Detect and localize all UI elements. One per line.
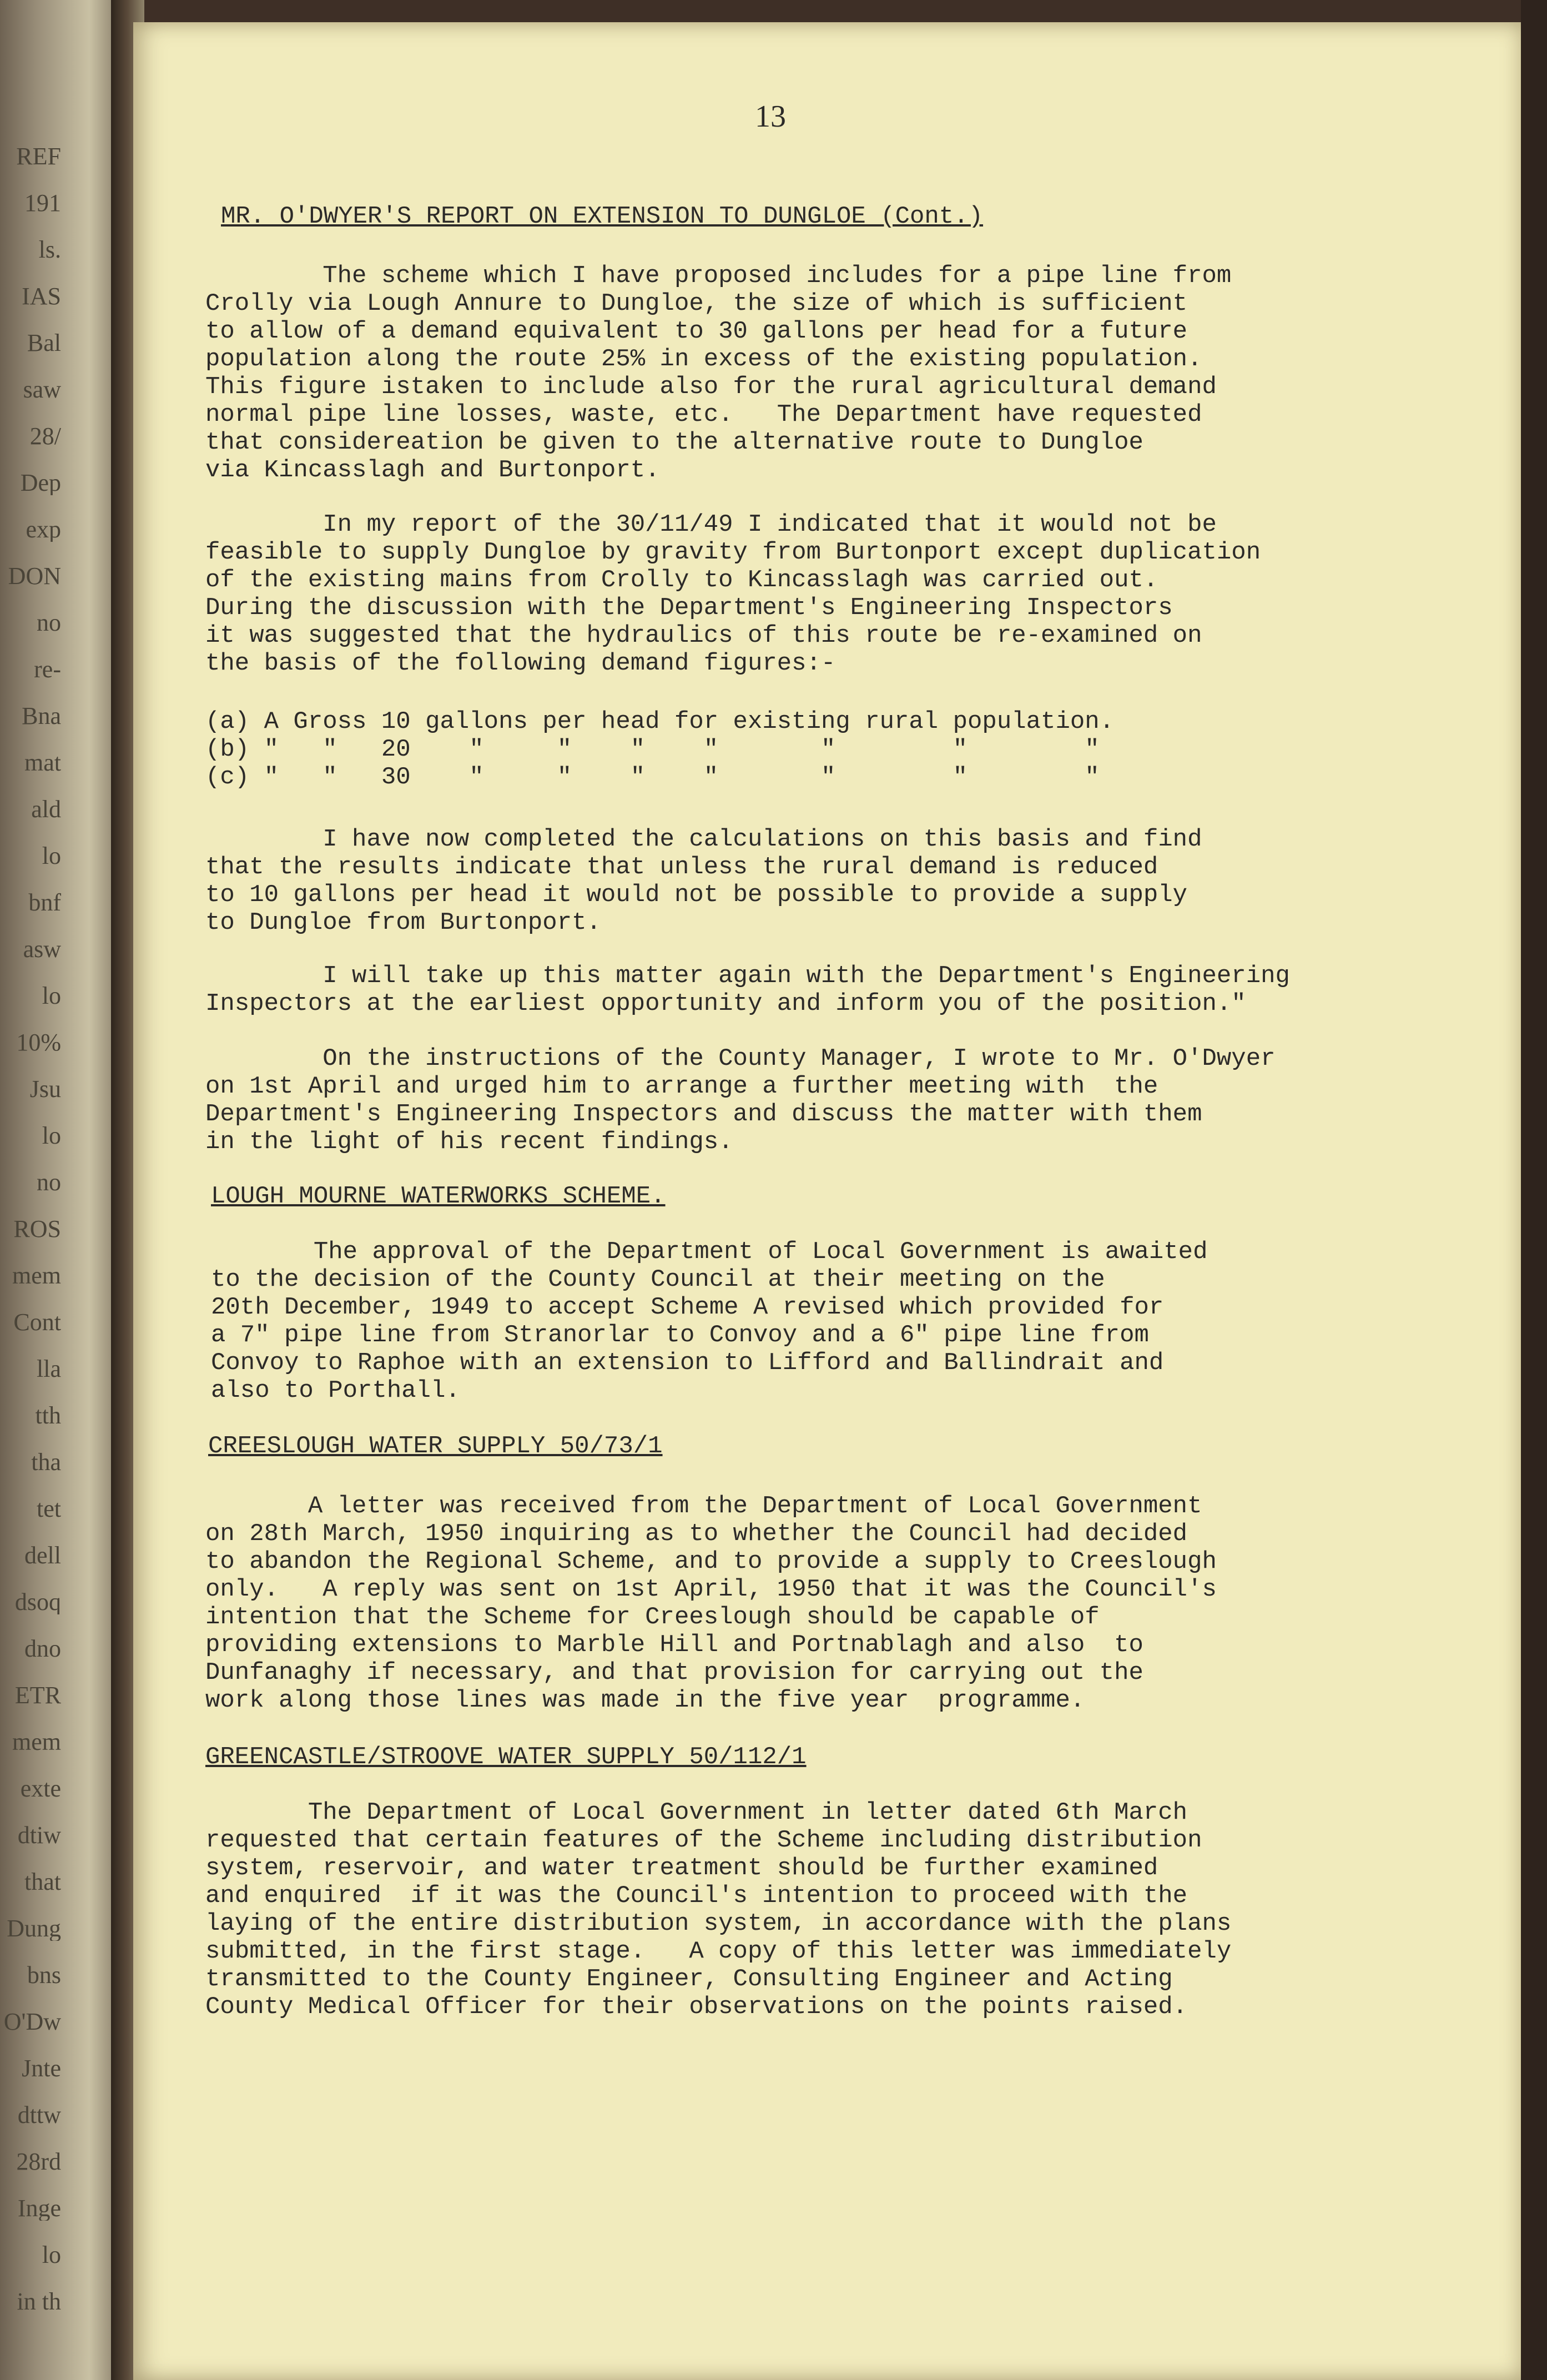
paragraph-scheme-proposal: The scheme which I have proposed includes for a pipe line from Crolly via Lough Annure to Dungloe, the size of which is sufficient to allow of a demand equivalent to 30 gallons per head for a future population along the route 25% in excess of the existing population. This figure istaken to include also for the rural agricultural demand normal pipe line losses, waste, etc. The Department have requested that considereation be given to the alternative route to Dungloe via Kincasslagh and Burtonport. [205,262,1232,484]
facing-page-fragment: Jsu [29,1077,61,1101]
scan-right-edge [1521,0,1547,2380]
facing-page-fragment: O'Dw [3,2010,61,2034]
section-heading-lough-mourne: LOUGH MOURNE WATERWORKS SCHEME. [211,1183,666,1210]
facing-page-fragment: bnf [28,890,61,915]
document-page [133,22,1521,2380]
facing-page-fragment: dttw [17,2103,61,2127]
facing-page-fragment: no [37,1170,61,1195]
paragraph-take-up-matter: I will take up this matter again with the Department's Engineering Inspectors at the earliest opportunity and inform you of the position." [205,962,1290,1018]
facing-page-fragment: saw [23,378,61,402]
facing-page-fragment: Jnte [22,2056,61,2081]
facing-page-fragment: lo [42,2243,61,2267]
paragraph-creeslough-letter: A letter was received from the Department of Local Government on 28th March, 1950 inquiring as to whether the Council had decided to abandon the Regional Scheme, and to provide a supply to Creeslough only. A reply was sent on 1st April, 1950 that it was the Council's intention that the Scheme for Creeslough should be capable of providing extensions to Marble Hill and Portnablagh and also to Dunfanaghy if necessary, and that provision for carrying out the work along those lines was made in the five year programme. [205,1492,1217,1714]
paragraph-report-30-11-49: In my report of the 30/11/49 I indicated that it would not be feasible to supply Dungloe by gravity from Burtonport except duplication of the existing mains from Crolly to Kincasslagh was carried out. During the discussion with the Department's Engineering Inspectors it was suggested that the hydraulics of this route be re-examined on the basis of the following demand figures:- [205,511,1261,677]
demand-figures-list: (a) A Gross 10 gallons per head for existing rural population. (b) " " 20 " " " " " " " (c) " " 30 " " " " " " " [205,708,1115,791]
page-content [133,22,1521,2380]
paragraph-greencastle-letter: The Department of Local Government in letter dated 6th March requested that certain features of the Scheme including distribution system, reservoir, and water treatment should be further examined and enquired if it was the Council's intention to proceed with the laying of the entire distribution system, in accordance with the plans submitted, in the first stage. A copy of this letter was immediately transmitted to the County Engineer, Consulting Engineer and Acting County Medical Officer for their observations on the points raised. [205,1799,1232,2021]
facing-page-fragment: re- [34,657,61,682]
facing-page-fragment: lla [37,1357,61,1381]
facing-page-fragment: asw [23,937,61,962]
facing-page-fragment: 28rd [16,2150,61,2174]
facing-page-fragment: Dep [20,471,61,495]
facing-page-fragment: ls. [38,238,61,262]
facing-page-fragment: 10% [16,1030,61,1055]
facing-page-fragment: REF [16,144,61,169]
facing-page-fragment: 28/ [29,424,61,449]
facing-page-fragment: Dung [7,1916,61,1941]
facing-page-fragment: tha [31,1450,61,1475]
paragraph-lough-mourne-approval: The approval of the Department of Local Government is awaited to the decision of the County Council at their meeting on the 20th December, 1949 to accept Scheme A revised which provided for a 7" pipe line from Stranorlar to Convoy and a 6" pipe line from Convoy to Raphoe with an extension to Lifford and Ballindrait and also to Porthall. [211,1238,1208,1405]
facing-page-fragment: in th [17,2290,61,2314]
facing-page-fragment: exte [20,1777,61,1801]
facing-page-fragment: 191 [24,191,61,215]
facing-page-fragment: tet [37,1497,61,1521]
facing-page-fragment: mem [12,1264,61,1288]
facing-page [0,0,128,2380]
facing-page-fragment: Bal [27,331,61,355]
facing-page-fragment: ald [31,797,61,822]
facing-page-fragment: Inge [17,2196,61,2221]
facing-page-fragment: DON [8,564,61,588]
section-heading-greencastle-stroove: GREENCASTLE/STROOVE WATER SUPPLY 50/112/1 [205,1743,807,1771]
facing-page-fragment: dtiw [17,1823,61,1848]
facing-page-fragment: that [24,1870,61,1894]
scan-top-edge [128,0,1547,22]
paragraph-calculations: I have now completed the calculations on this basis and find that the results indicate that unless the rural demand is reduced to 10 gallons per head it would not be possible to provide a supply to Dungloe from Burtonport. [205,826,1202,937]
facing-page-fragment: Bna [22,704,61,728]
facing-page-fragment: dno [24,1637,61,1661]
paragraph-county-manager-instructions: On the instructions of the County Manager, I wrote to Mr. O'Dwyer on 1st April and urged him to arrange a further meeting with the Department's Engineering Inspectors and discuss the matter with them in the light of his recent findings. [205,1045,1276,1156]
facing-page-fragment: mem [12,1730,61,1754]
facing-page-fragment: lo [42,984,61,1008]
facing-page-fragment: bns [27,1963,61,1987]
facing-page-fragment: lo [42,1124,61,1148]
facing-page-fragment: dell [24,1543,61,1568]
section-heading-odwyer-report: MR. O'DWYER'S REPORT ON EXTENSION TO DUNGLOE (Cont.) [221,203,984,230]
section-heading-creeslough: CREESLOUGH WATER SUPPLY 50/73/1 [208,1432,663,1460]
facing-page-fragment: Cont [13,1310,61,1335]
facing-page-fragment: IAS [22,284,61,309]
facing-page-fragment: mat [24,751,61,775]
facing-page-fragment: ETR [14,1683,61,1708]
page-number: 13 [755,99,786,134]
facing-page-fragment: no [37,611,61,635]
facing-page-fragment: dsoq [14,1590,61,1614]
facing-page-fragment: exp [26,517,61,542]
facing-page-fragment: ROS [13,1217,61,1241]
facing-page-fragment: lo [42,844,61,868]
facing-page-fragment: tth [35,1403,61,1428]
